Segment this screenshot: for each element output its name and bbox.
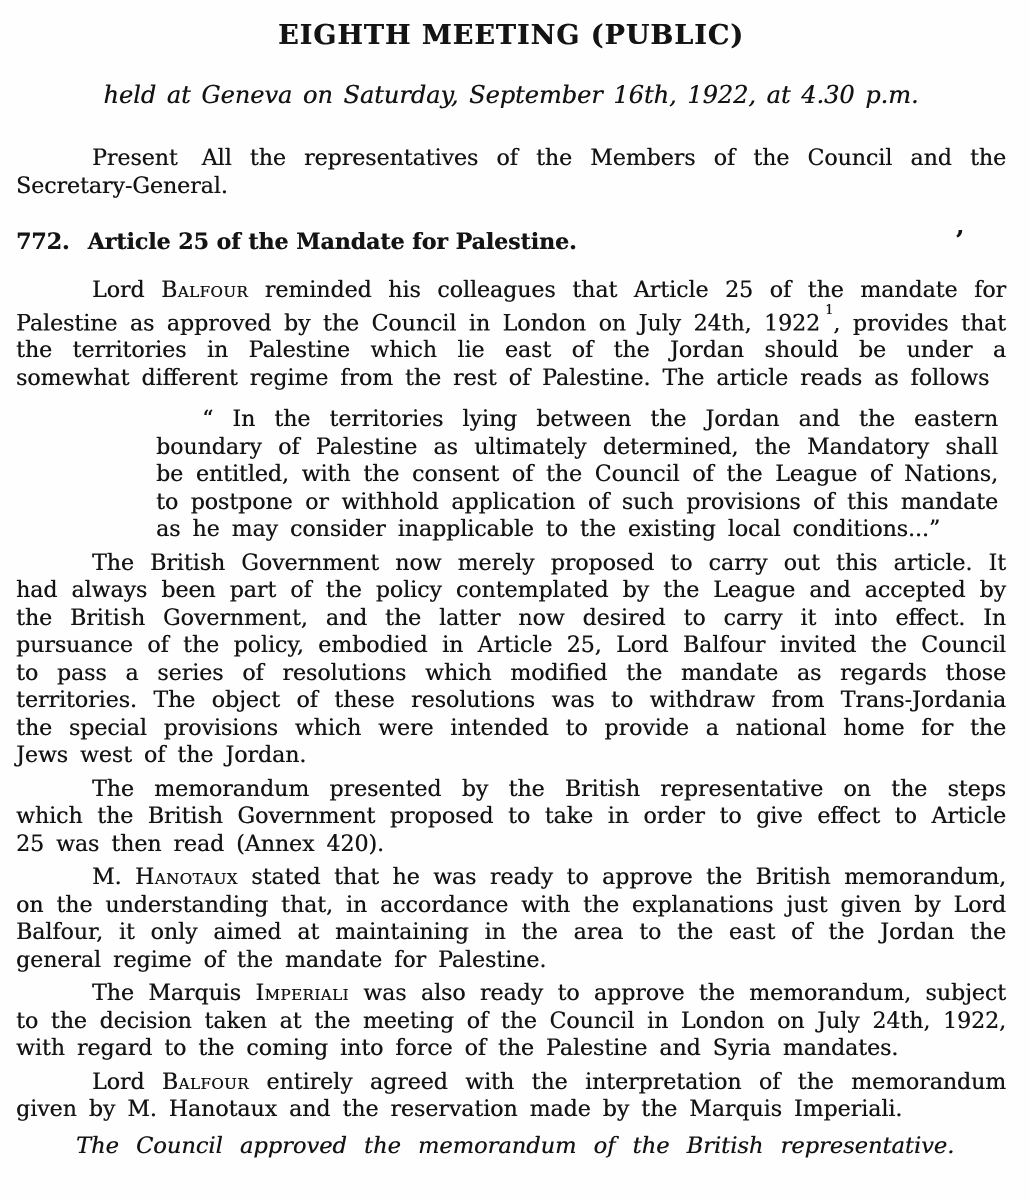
paragraph-memorandum: The memorandum presented by the British representative on the steps which the British Government proposed to take in order to give effect to Article 25 was then read (Annex 420).	[16, 776, 1006, 857]
footnote-reference: 1	[825, 302, 834, 318]
section-number: 772.	[16, 229, 70, 255]
ink-mark: ’	[954, 226, 964, 256]
paragraph-lead: Lord	[92, 1069, 162, 1095]
present-text: All the representatives of the Members of the Council and the Secretary-General.	[16, 146, 1006, 199]
paragraph-hanotaux	[16, 864, 1006, 974]
speaker-name-imperiali: Imperiali	[255, 981, 349, 1007]
paragraph-text: stated that he was ready to approve the British memorandum, on the understanding that, in accordance with the explanations just given by Lord Balfour, it only aimed at maintaining in the area to the east of the Jordan the general regime of the mandate for Palestine.	[16, 865, 1006, 973]
paragraph-text: reminded his colleagues that Article 25 of the mandate for Palestine as approved by the Council in London on July 24th, 1922	[16, 278, 1006, 336]
paragraph-text: entirely agreed with the interpretation of the memorandum given by M. Hanotaux and the reservation made by the Marquis Imperiali.	[16, 1069, 1006, 1123]
paragraph-british-government: The British Government now merely proposed to carry out this article. It had always been part of the policy contemplated by the League and accepted by the British Government, and the latter now desired to carry it into effect. In pursuance of the policy, embodied in Article 25, Lord Balfour invited the Council to pass a series of resolutions which modified the mandate as regards those territories. The object of these resolutions was to withdraw from Trans-Jordania the special provisions which were intended to provide a national home for the Jews west of the Jordan.	[16, 550, 1006, 769]
paragraph-balfour-intro	[16, 277, 1006, 392]
council-decision-line: The Council approved the memorandum of the British representative.	[76, 1132, 955, 1159]
paragraph-balfour-agreed	[16, 1069, 1006, 1124]
paragraph-lead: M.	[92, 865, 136, 891]
meeting-title: EIGHTH MEETING (PUBLIC)	[277, 20, 744, 51]
paragraph-imperiali	[16, 980, 1006, 1063]
speaker-name-balfour: Balfour	[161, 1069, 249, 1095]
present-paragraph	[16, 145, 1006, 200]
present-label: Present	[92, 146, 178, 171]
section-heading	[16, 226, 1006, 256]
meeting-subtitle: held at Geneva on Saturday, September 16th, 1922, at 4.30 p.m.	[103, 81, 919, 109]
paragraph-lead: The Marquis	[92, 981, 256, 1007]
paragraph-text: , provides that the territories in Palestine which lie east of the Jordan should be under a somewhat different regime from the rest of Palestine. The article reads as follows	[16, 310, 1006, 391]
paragraph-lead: Lord	[92, 278, 162, 303]
paragraph-text: was also ready to approve the memorandum, subject to the decision taken at the meeting of the Council in London on July 24th, 1922, with regard to the coming into force of the Palestine and Syria mandates.	[16, 981, 1006, 1062]
speaker-name-balfour: Balfour	[161, 278, 249, 303]
speaker-name-hanotaux: Hanotaux	[135, 865, 238, 891]
article-25-quotation: “ In the territories lying between the Jordan and the eastern boundary of Palestine as ultimately determined, the Mandatory shall be entitled, with the consent of the Council of the League of Nations, to postpone or withhold application of such provisions of this mandate as he may consider inapplicable to the existing local conditions...”	[156, 407, 998, 543]
section-title: Article 25 of the Mandate for Palestine.	[87, 229, 577, 255]
